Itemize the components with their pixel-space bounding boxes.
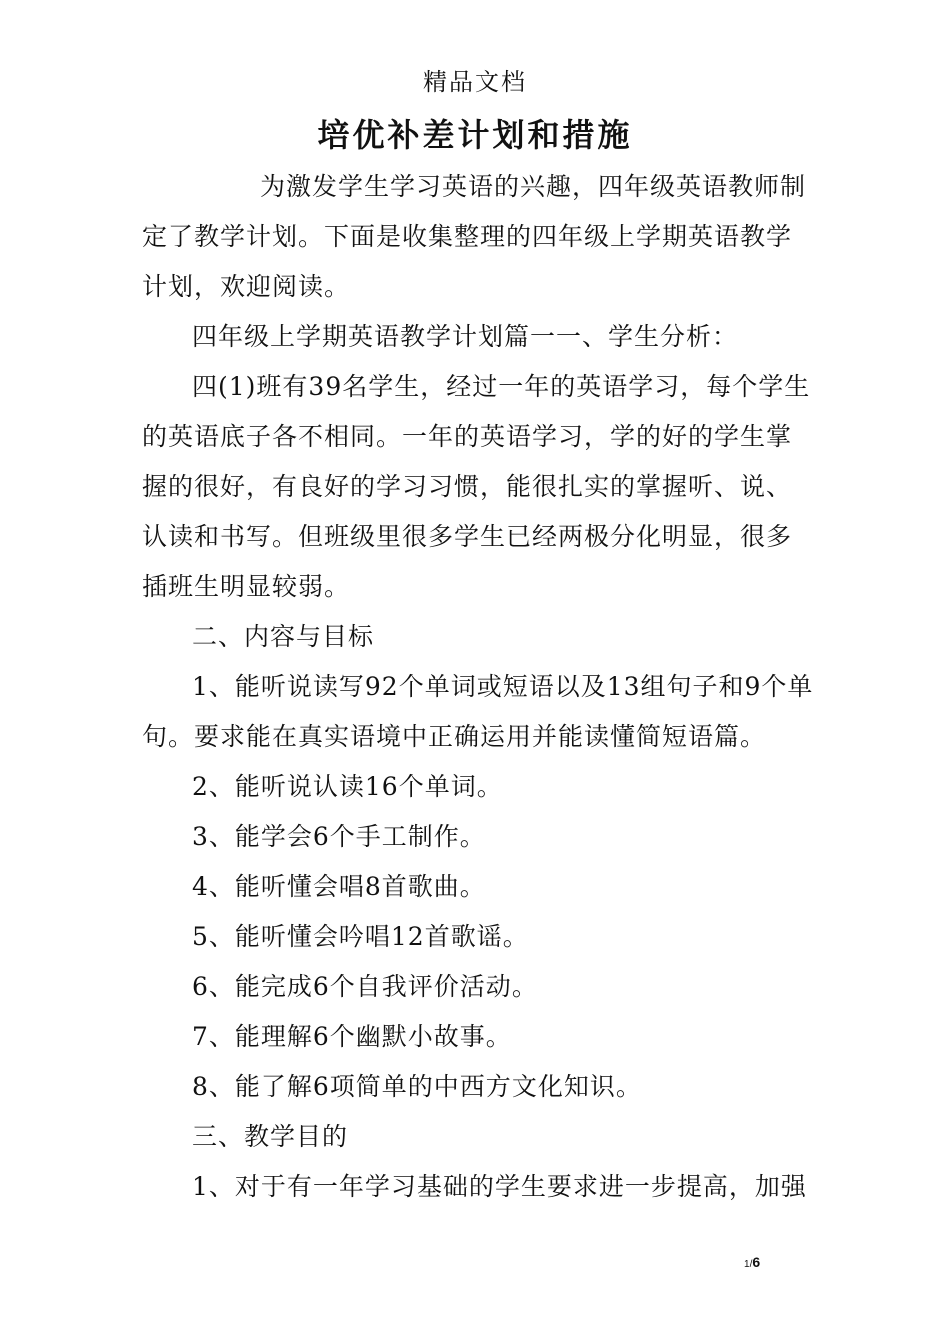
section-heading-teaching-purpose: 三、教学目的	[192, 1122, 349, 1151]
section-heading-content-goals: 二、内容与目标	[192, 622, 375, 651]
page-header: 精品文档	[423, 68, 527, 96]
page-number-total: 6	[752, 1254, 761, 1270]
document-title: 培优补差计划和措施	[317, 116, 633, 154]
document-body	[142, 162, 814, 1212]
page-number-separator: /	[749, 1259, 753, 1270]
goal-item-7: 7、能理解6个幽默小故事。	[192, 1022, 512, 1051]
goal-item-3: 3、能学会6个手工制作。	[192, 822, 486, 851]
goal-item-1: 1、能听说读写92个单词或短语以及13组句子和9个单句。要求能在真实语境中正确运用并能读懂简短语篇。	[142, 672, 814, 751]
student-analysis-paragraph: 四(1)班有39名学生，经过一年的英语学习，每个学生的英语底子各不相同。一年的英语学习，学的好的学生掌握的很好，有良好的学习习惯，能很扎实的掌握听、说、认读和书写。但班级里很多学生已经两极分化明显，很多插班生明显较弱。	[142, 372, 811, 601]
section-heading-student-analysis: 四年级上学期英语教学计划篇一一、学生分析：	[192, 322, 739, 351]
goal-item-2: 2、能听说认读16个单词。	[192, 772, 503, 801]
goal-item-4: 4、能听懂会唱8首歌曲。	[192, 872, 486, 901]
goal-item-6: 6、能完成6个自我评价活动。	[192, 972, 538, 1001]
goal-item-8: 8、能了解6项简单的中西方文化知识。	[192, 1072, 642, 1101]
purpose-item-1: 1、对于有一年学习基础的学生要求进一步提高，加强	[192, 1172, 807, 1201]
intro-paragraph: 为激发学生学习英语的兴趣，四年级英语教师制定了教学计划。下面是收集整理的四年级上学期英语教学计划，欢迎阅读。	[142, 172, 807, 301]
page-number	[744, 1254, 760, 1270]
page-number-current: 1	[744, 1259, 750, 1270]
goal-item-5: 5、能听懂会吟唱12首歌谣。	[192, 922, 529, 951]
